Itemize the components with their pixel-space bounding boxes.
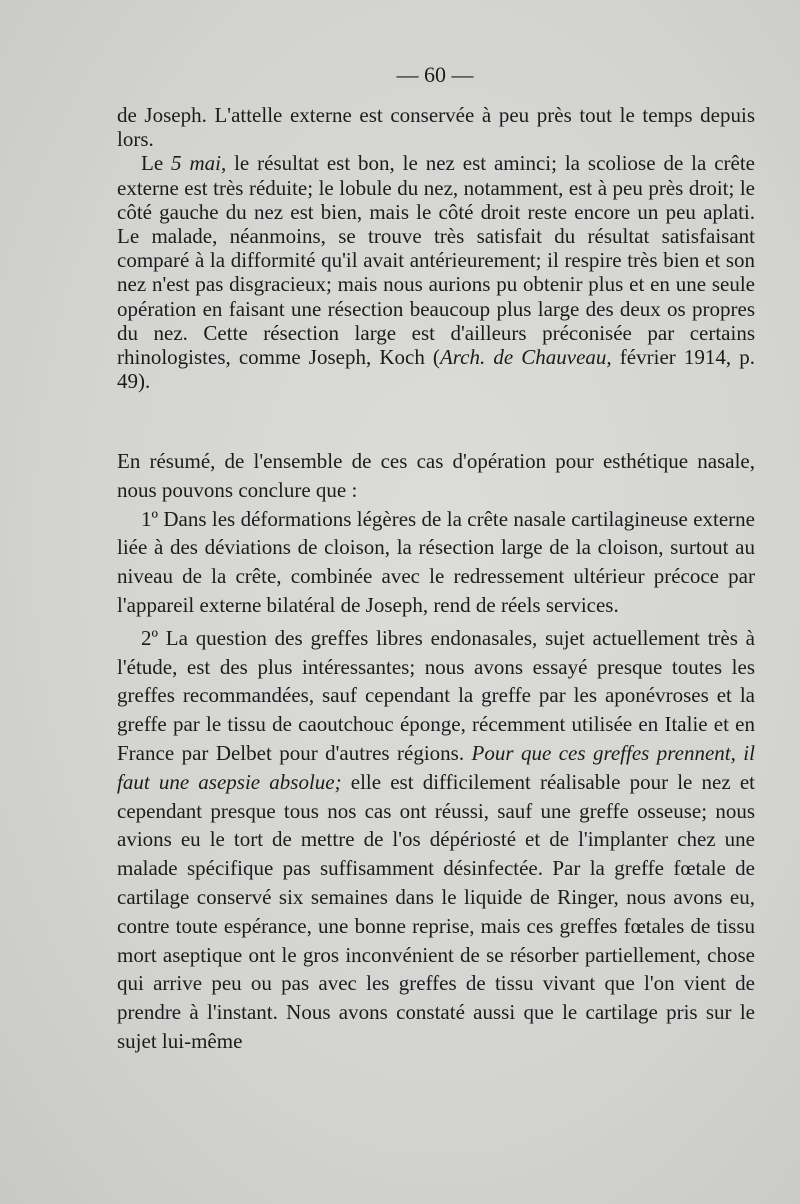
- point-2-text-b: elle est difficilement réalisable pour le nez et cependant presque tous nos cas ont réussi, sauf une greffe osseuse; nous avions eu le tort de mettre de l'os dépériosté et de l'implanter chez une malade spécifique pas suffisamment désinfectée. Par la greffe fœtale de cartilage conservé six semaines dans le liquide de Ringer, nous avons eu, contre toute espérance, une bonne reprise, mais ces greffes fœtales de tissu mort aseptique ont le gros inconvénient de se résorber partiellement, chose qui arrive peu ou pas avec les greffes de tissu vivant que l'on vient de prendre à l'instant. Nous avons constaté aussi que le cartilage pris sur le sujet lui-même: [117, 769, 755, 1053]
- summary-block: [117, 447, 755, 1056]
- paragraph-attelle: de Joseph. L'attelle externe est conservée à peu près tout le temps depuis lors.: [117, 103, 755, 152]
- paragraph-result: [117, 151, 755, 393]
- journal-reference: Arch. de Chauveau,: [439, 345, 612, 370]
- result-body: le résultat est bon, le nez est aminci; la scoliose de la crête externe est très réduite; le lobule du nez, notamment, est à peu près droit; le côté gauche du nez est bien, mais le côté droit reste encore un peu aplati. Le malade, néanmoins, se trouve très satisfait du résultat satisfaisant comparé à la difformité qu'il avait antérieurement; il respire très bien et son nez n'est pas disgracieux; mais nous aurions pu obtenir plus et en une seule opération en faisant une résection beaucoup plus large des deux os propres du nez. Cette résection large est d'ailleurs préconisée par certains rhinologistes, comme Joseph, Koch (: [117, 151, 755, 370]
- result-end: février 1914, p. 49).: [117, 345, 755, 394]
- summary-intro: En résumé, de l'ensemble de ces cas d'opération pour esthétique nasale, nous pouvons conclure que :: [117, 449, 755, 502]
- page-number: — 60 —: [396, 62, 474, 87]
- summary-point-1: 1º Dans les déformations légères de la crête nasale cartilagineuse externe liée à des déviations de cloison, la résection large de la cloison, surtout au niveau de la crête, combinée avec le redressement ultérieur précoce par l'appareil externe bilatéral de Joseph, rend de réels services.: [117, 506, 755, 617]
- case-conclusion-block: [117, 103, 755, 393]
- point-2-text-a: 2º La question des greffes libres endonasales, sujet actuellement très à l'étude, est des plus intéressantes; nous avons essayé presque toutes les greffes recommandées, sauf cependant la greffe par les aponévroses et la greffe par le tissu de caoutchouc éponge, récemment utilisée en Italie et en France par Delbet pour d'autres régions.: [117, 625, 755, 765]
- point-2-emphasis: Pour que ces greffes prennent, il faut une asepsie absolue;: [117, 740, 755, 794]
- result-prefix: Le: [141, 151, 172, 176]
- result-date: 5 mai,: [171, 151, 227, 176]
- summary-point-2: [117, 624, 755, 1056]
